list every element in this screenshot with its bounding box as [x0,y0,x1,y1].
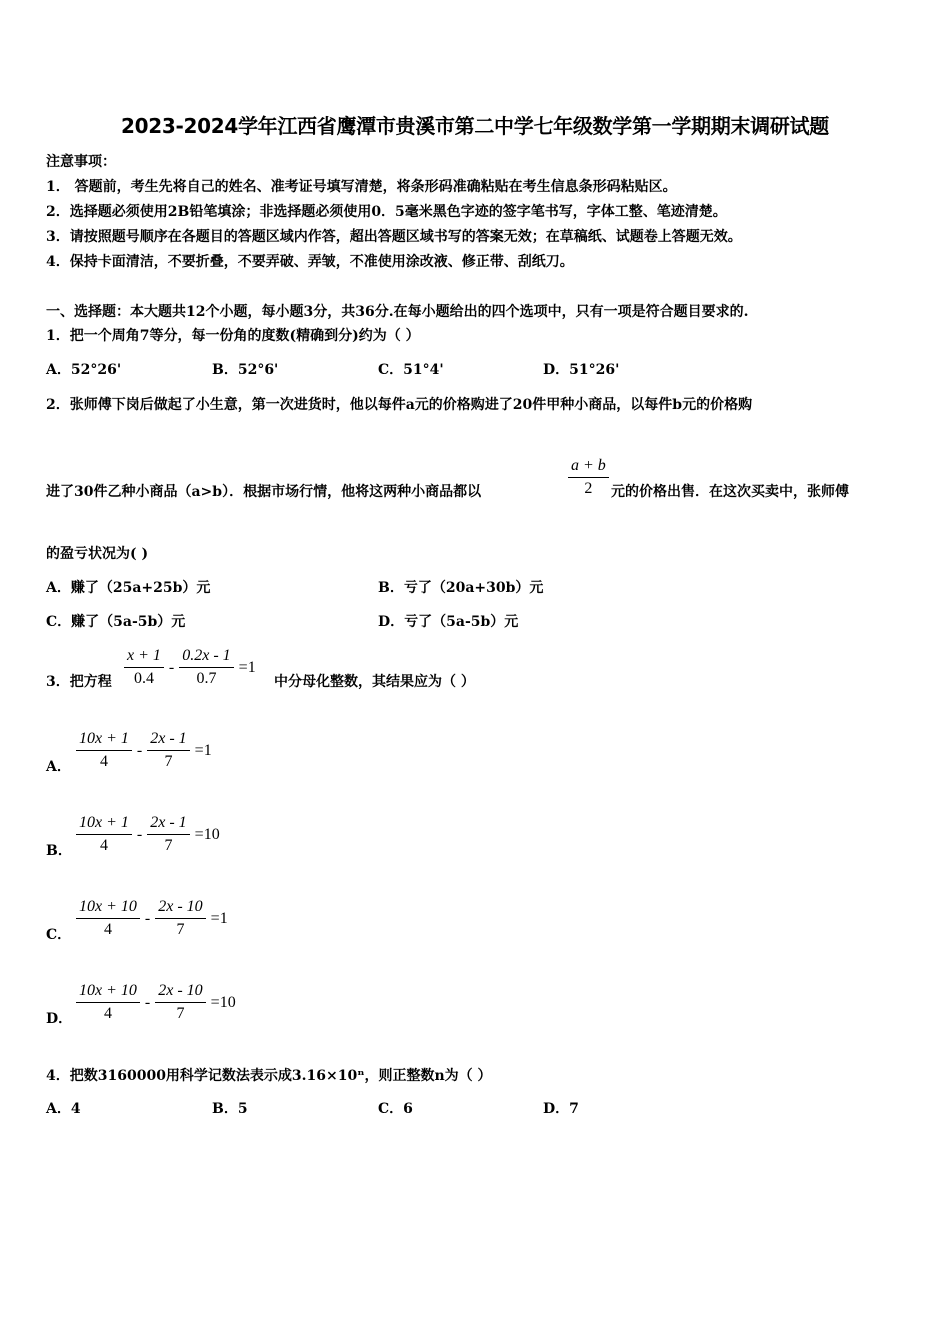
equation-rhs: =1 [238,658,256,676]
q3-option-a-equation[interactable] [74,729,215,772]
notice-heading: 注意事项： [46,154,116,170]
page-title: 2023-2024学年江西省鹰潭市贵溪市第二中学七年级数学第一学期期末调研试题 [121,114,829,138]
notice-item: 3．请按照题号顺序在各题目的答题区域内作答，超出答题区域书写的答案无效；在草稿纸、试题卷上答题无效。 [46,229,742,245]
question-3-prefix: 3．把方程 [46,674,112,690]
q1-option-c[interactable]: C．51°4' [378,362,444,378]
fraction-denominator: 4 [103,921,112,938]
fraction-numerator: a + b [568,456,609,478]
question-2-line1: 2．张师傅下岗后做起了小生意，第一次进货时，他以每件a元的价格购进了20件甲种小商品，以每件b元的价格购 [46,397,753,413]
q3-equation [122,646,259,689]
q2-price-fraction [566,456,611,499]
q2-option-c[interactable]: C．赚了（5a-5b）元 [46,614,186,630]
q3-option-a-label[interactable]: A． [46,759,71,775]
fraction-numerator: 10x + 10 [76,897,140,919]
fraction-denominator: 2 [584,480,593,497]
q4-option-a[interactable]: A．4 [46,1101,81,1117]
minus-sign: - [136,741,143,759]
question-2-line3: 的盈亏状况为( ) [46,546,149,562]
question-1-stem: 1．把一个周角7等分，每一份角的度数(精确到分)约为（ ） [46,328,420,344]
minus-sign: - [136,825,143,843]
fraction-numerator: x + 1 [124,646,164,668]
q2-option-d[interactable]: D．亏了（5a-5b）元 [378,614,519,630]
question-2-line2b: 元的价格出售．在这次买卖中，张师傅 [611,484,849,500]
minus-sign: - [144,993,151,1011]
fraction-denominator: 0.7 [196,670,217,687]
fraction-numerator: 2x - 10 [155,897,205,919]
q4-option-b[interactable]: B．5 [212,1101,248,1117]
notice-item: 4．保持卡面清洁，不要折叠，不要弄破、弄皱，不准使用涂改液、修正带、刮纸刀。 [46,254,574,270]
equation-rhs: =1 [210,909,228,927]
fraction-numerator: 10x + 10 [76,981,140,1003]
fraction-denominator: 4 [99,837,108,854]
q3-option-d-equation[interactable] [74,981,239,1024]
fraction-numerator: 2x - 10 [155,981,205,1003]
q3-option-c-equation[interactable] [74,897,231,940]
fraction-numerator: 0.2x - 1 [179,646,233,668]
minus-sign: - [144,909,151,927]
fraction-denominator: 4 [99,753,108,770]
fraction-numerator: 2x - 1 [147,813,189,835]
fraction-denominator: 7 [164,753,173,770]
question-2-line2a: 进了30件乙种小商品（a>b）．根据市场行情，他将这两种小商品都以 [46,484,482,500]
fraction-denominator: 7 [176,921,185,938]
fraction-numerator: 2x - 1 [147,729,189,751]
equation-rhs: =1 [194,741,212,759]
fraction-denominator: 4 [103,1005,112,1022]
fraction-numerator: 10x + 1 [76,813,132,835]
q1-option-b[interactable]: B．52°6' [212,362,279,378]
q1-option-d[interactable]: D．51°26' [543,362,620,378]
q3-option-d-label[interactable]: D． [46,1011,73,1027]
equation-rhs: =10 [194,825,220,843]
fraction-denominator: 7 [164,837,173,854]
q3-option-b-equation[interactable] [74,813,223,856]
question-3-suffix: 中分母化整数，其结果应为（ ） [274,674,475,690]
q4-option-c[interactable]: C．6 [378,1101,413,1117]
q4-option-d[interactable]: D．7 [543,1101,579,1117]
fraction-numerator: 10x + 1 [76,729,132,751]
q3-option-c-label[interactable]: C． [46,927,72,943]
q3-option-b-label[interactable]: B． [46,843,72,859]
q2-option-a[interactable]: A．赚了（25a+25b）元 [46,580,211,596]
equation-rhs: =10 [210,993,236,1011]
minus-sign: - [168,658,175,676]
fraction-denominator: 0.4 [133,670,154,687]
notice-item: 1． 答题前，考生先将自己的姓名、准考证号填写清楚，将条形码准确粘贴在考生信息条形码粘贴区。 [46,179,677,195]
fraction-denominator: 7 [176,1005,185,1022]
q1-option-a[interactable]: A．52°26' [46,362,122,378]
q2-option-b[interactable]: B．亏了（20a+30b）元 [378,580,544,596]
notice-item: 2．选择题必须使用2B铅笔填涂；非选择题必须使用0．5毫米黑色字迹的签字笔书写，字体工整、笔迹清楚。 [46,204,727,220]
question-4-stem: 4．把数3160000用科学记数法表示成3.16×10ⁿ，则正整数n为（ ） [46,1068,492,1084]
section-heading: 一、选择题：本大题共12个小题，每小题3分，共36分.在每小题给出的四个选项中，只有一项是符合题目要求的. [46,304,749,320]
